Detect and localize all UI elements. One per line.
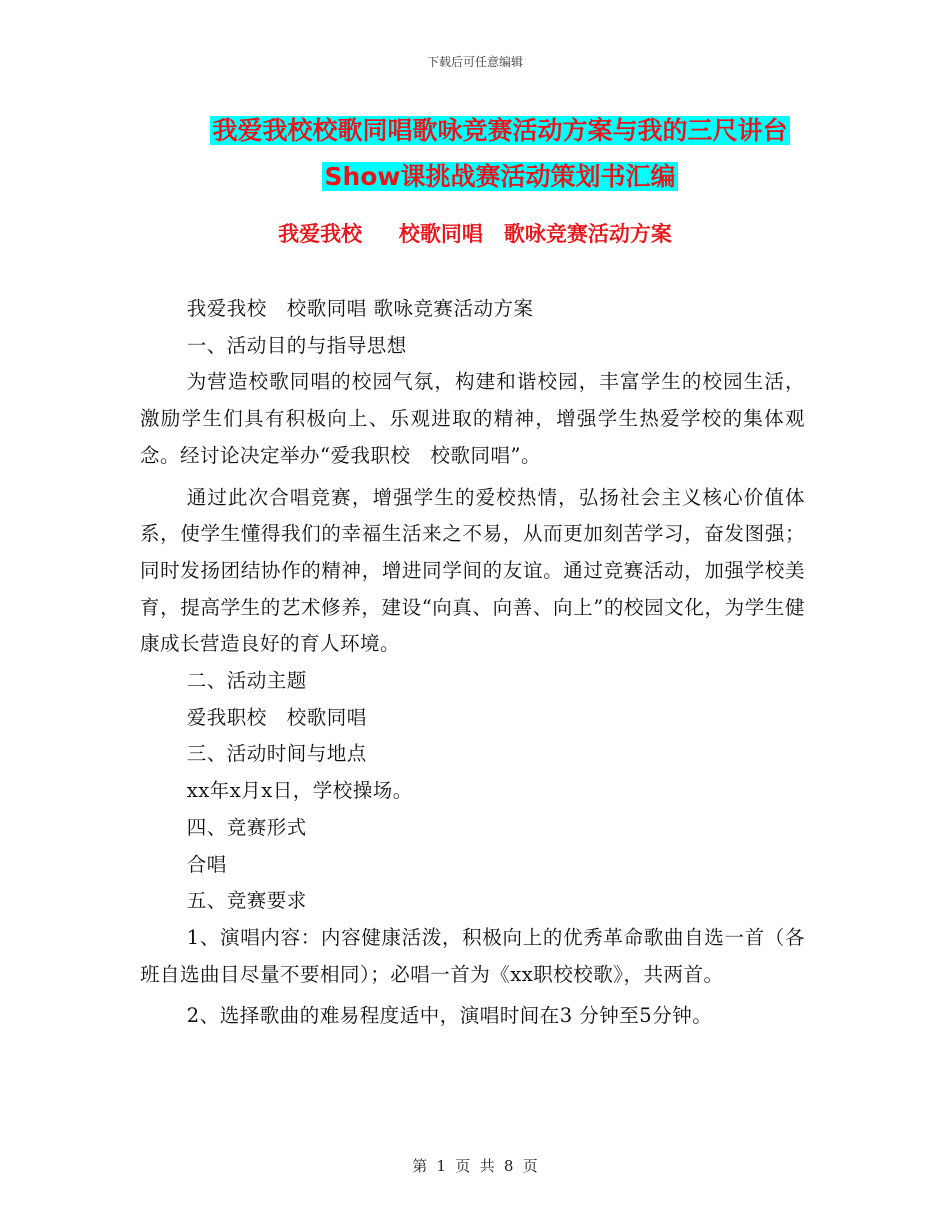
paragraph: xx年x月x日，学校操场。 <box>186 779 413 803</box>
paragraph: 三、活动时间与地点 <box>186 742 367 766</box>
document-title <box>120 108 880 200</box>
document-title-line1: 我爱我校校歌同唱歌咏竞赛活动方案与我的三尺讲台 <box>212 116 788 145</box>
paragraph: 通过此次合唱竞赛，增强学生的爱校热情，弘扬社会主义核心价值体系，使学生懂得我们的幸福生活来之不易，从而更加刻苦学习，奋发图强；同时发扬团结协作的精神，增进同学间的友谊。通过竞赛活动，加强学校美育，提高学生的艺术修养，建设“向真、向善、向上”的校园文化，为学生健康成长营造良好的育人环境。 <box>140 485 805 656</box>
paragraph: 爱我职校 校歌同唱 <box>186 705 367 729</box>
document-body <box>140 291 805 1035</box>
paragraph: 1、演唱内容：内容健康活泼，积极向上的优秀革命歌曲自选一首（各班自选曲目尽量不要相同）；必唱一首为《xx职校校歌》，共两首。 <box>140 925 805 986</box>
section-heading: 我爱我校 校歌同唱 歌咏竞赛活动方案 <box>278 222 672 246</box>
paragraph: 合唱 <box>186 852 227 876</box>
page-number: 第 1 页 共 8 页 <box>412 1157 538 1175</box>
paragraph: 四、竞赛形式 <box>186 815 307 839</box>
paragraph: 一、活动目的与指导思想 <box>186 333 407 357</box>
header-note: 下载后可任意编辑 <box>426 55 523 69</box>
document-title-line2: Show课挑战赛活动策划书汇编 <box>324 162 676 191</box>
paragraph: 我爱我校 校歌同唱 歌咏竞赛活动方案 <box>186 297 534 320</box>
paragraph: 2、选择歌曲的难易程度适中，演唱时间在3 分钟至5分钟。 <box>186 1004 713 1028</box>
paragraph: 二、活动主题 <box>186 669 307 693</box>
paragraph: 为营造校歌同唱的校园气氛，构建和谐校园，丰富学生的校园生活，激励学生们具有积极向上、乐观进取的精神，增强学生热爱学校的集体观念。经讨论决定举办“爱我职校 校歌同唱”。 <box>140 370 805 467</box>
paragraph: 五、竞赛要求 <box>186 889 307 913</box>
